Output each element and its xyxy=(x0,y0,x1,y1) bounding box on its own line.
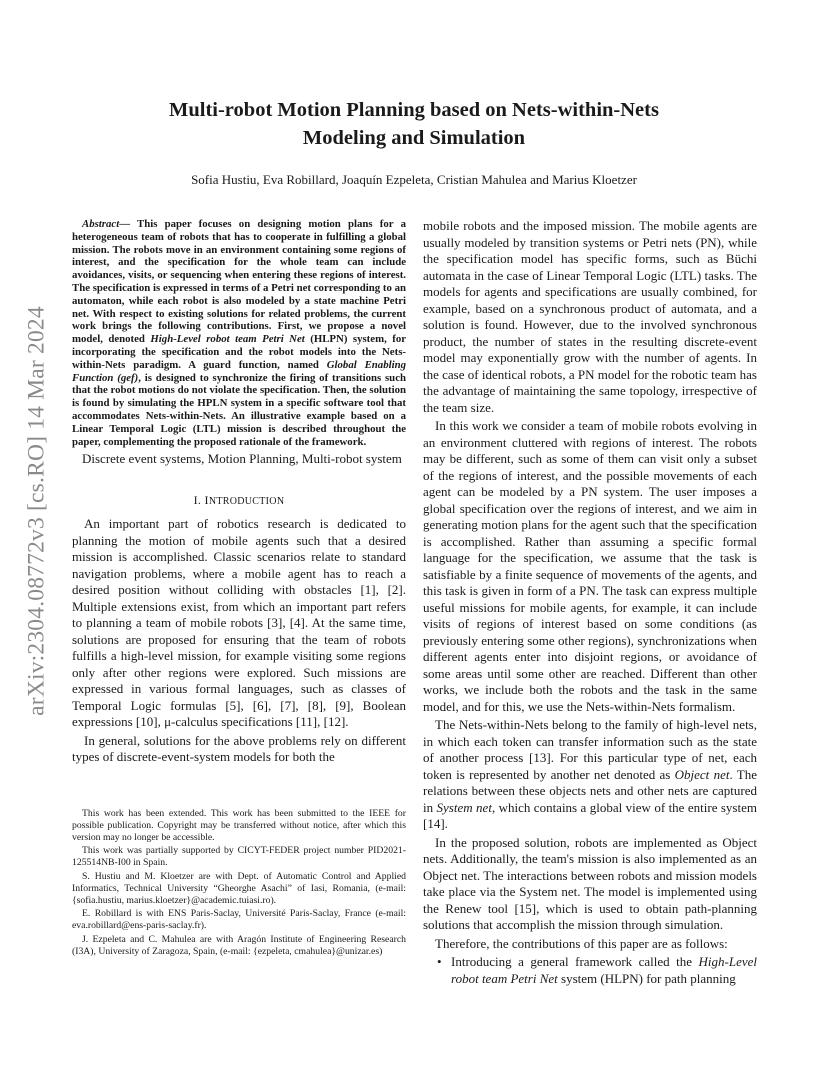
section-heading-introduction xyxy=(72,493,406,508)
abstract-label: Abstract xyxy=(82,218,120,230)
arxiv-identifier: arXiv:2304.08772v3 [cs.RO] 14 Mar 2024 xyxy=(23,306,50,716)
right-paragraph-5: Therefore, the contributions of this paper are as follows: xyxy=(435,935,728,951)
footnote: This work has been extended. This work has been submitted to the IEEE for possible publication. Copyright may be transferred without notice, after which this version may no longer be accessible. xyxy=(72,808,406,843)
right-paragraph-2: In this work we consider a team of mobile robots evolving in an environment cluttered with regions of interest. The robots may be different, such as some of them can visit only a subset of the regions of interest, and the possible movements of each agent can be modeled by a PN system. The user imposes a global specification over the regions of interest, and we aim in generating motion plans for the agent such that the specification is accomplished. Rather than assuming a specific formal language for the specification, we assume that the task is satisfiable by a finite sequence of movements of the agents, and this task is given in form of a PN. The task can express multiple useful missions for mobile agents, for example, it can include visits of regions of interest based on some conditions (as previously entering some other regions), synchronizations when different agents enter into disjoint regions, or avoidance of some areas until some other are reached. Different than other works, we include both the robots and the task in the same model, and for this, we use the Nets-within-Nets formalism. xyxy=(423,418,757,714)
abstract-dash: — xyxy=(119,218,138,230)
bullet-text: system (HLPN) for path planning xyxy=(557,970,736,986)
abstract-text-2: (HLPN) system, for incorporating the specification and the robot models into the Nets-within-Nets paradigm. A guard function, named xyxy=(72,333,407,371)
title-line-1: Multi-robot Motion Planning based on Nets-within-Nets xyxy=(169,99,659,121)
right-paragraph-1: mobile robots and the imposed mission. The mobile agents are usually modeled by transition systems or Petri nets (PN), while the specification model has specific forms, such as Büchi automata in the case of Linear Temporal Logic (LTL) tasks. The models for agents and specifications are usually combined, for example, based on a synchronous product of automata, and a solution is found. However, due to the involved synchronous product, the number of states in the resulting discrete-event model may exponentially grow with the number of agents. In the case of identical robots, a PN model for the robotic team has the advantage of maintaining the same topology, irrespective of the team size. xyxy=(423,218,757,415)
title-line-2: Modeling and Simulation xyxy=(302,127,526,149)
right-paragraph-4: In the proposed solution, robots are implemented as Object nets. Additionally, the team's mission is also implemented as an Object net. The interactions between robots and mission models take place via the System net. The model is implemented using the Renew tool [15], which is used to obtain path-planning solutions that accomplish the mission through simulation. xyxy=(423,834,757,932)
footnote: This work was partially supported by CICYT-FEDER project number PID2021-125514NB-I00 in Spain. xyxy=(72,845,406,869)
paragraph-text: , which contains a global view of the entire system [14]. xyxy=(423,799,757,831)
emphasis-object-net: Object net xyxy=(674,766,730,782)
footnote: J. Ezpeleta and C. Mahulea are with Aragón Institute of Engineering Research (I3A), University of Zaragoza, Spain, (e-mail: {ezpeleta, cmahulea}@unizar.es) xyxy=(72,933,406,957)
footnotes xyxy=(72,808,406,960)
abstract-emphasis-1: High-Level robot team Petri Net xyxy=(150,333,305,346)
abstract xyxy=(72,218,406,448)
section-title-initial: I xyxy=(204,493,209,508)
author-list: Sofia Hustiu, Eva Robillard, Joaquín Ezpeleta, Cristian Mahulea and Marius Kloetzer xyxy=(191,172,637,187)
bullet-emphasis: High-Level robot team Petri Net xyxy=(451,954,757,986)
bullet-text: Introducing a general framework called the xyxy=(451,954,699,969)
paragraph-text: . The relations between these objects nets and other nets are captured in xyxy=(423,766,757,815)
right-paragraph-3 xyxy=(423,717,757,833)
intro-paragraph-1: An important part of robotics research is dedicated to planning the motion of mobile agents such that a desired mission is accomplished. Classic scenarios relate to standard navigation problems, where a mobile agent has to reach a desired position without colliding with obstacles [1], [2]. Multiple extensions exist, from which an important part refers to planning a team of mobile robots [3], [4]. At the same time, solutions are proposed for ensuring that the team of robots fulfills a high-level mission, for example visiting some regions only after other regions were explored. Such missions are expressed in various formal languages, such as classes of Temporal Logic formulas [5], [6], [7], [8], [9], Boolean expressions [10], μ-calculus specifications [11], [12]. xyxy=(72,516,406,730)
section-title-rest: NTRODUCTION xyxy=(208,496,285,508)
abstract-text-1: This paper focuses on designing motion plans for a heterogeneous team of robots that has to cooperate in fulfilling a global mission. The robots move in an environment containing some regions of interest, and the specification for the whole team can include avoidances, visits, or sequencing when entering these regions of interest. The specification is expressed in terms of a Petri net corresponding to an automaton, while each robot is also modeled by a state machine Petri net. With respect to existing solutions for related problems, the current work brings the following contributions. First, we propose a novel model, denoted xyxy=(72,218,406,346)
intro-paragraph-2: In general, solutions for the above problems rely on different types of discrete-event-system models for both the xyxy=(72,732,406,765)
emphasis-system-net: System net xyxy=(436,799,492,815)
section-number: I. xyxy=(193,493,205,508)
abstract-text-3: , is designed to synchronize the firing of transitions such that the robot motions do not violate the specification. Then, the solution is found by simulating the HPLN system in a specific software tool that accommodates Nets-within-Nets. An illustrative example based on a Linear Temporal Logic (LTL) mission is described throughout the paper, complementing the proposed rationale of the framework. xyxy=(72,371,406,448)
contribution-bullet-1 xyxy=(423,954,757,987)
paper-title xyxy=(80,96,748,152)
bullet-dot-icon: • xyxy=(437,954,442,969)
right-column xyxy=(423,218,757,987)
arxiv-identifier-sidebar xyxy=(16,282,58,740)
left-column xyxy=(72,218,406,768)
paragraph-text: The Nets-within-Nets belong to the family of high-level nets, in which each token can transfer information such as the state of another process [13]. For this particular type of net, each token is represented by another net denoted as xyxy=(423,717,757,782)
abstract-emphasis-2: Global Enabling Function (gef) xyxy=(72,358,406,384)
keywords: Discrete event systems, Motion Planning, Multi-robot system xyxy=(82,451,402,467)
footnote: E. Robillard is with ENS Paris-Saclay, Université Paris-Saclay, France (e-mail: eva.robillard@ens-paris-saclay.fr). xyxy=(72,908,406,932)
footnote: S. Hustiu and M. Kloetzer are with Dept. of Automatic Control and Applied Informatics, Technical University “Gheorghe Asachi” of Iasi, Romania, (e-mail: {sofia.hustiu, marius.kloetzer}@academic.tuiasi.ro). xyxy=(72,870,406,906)
